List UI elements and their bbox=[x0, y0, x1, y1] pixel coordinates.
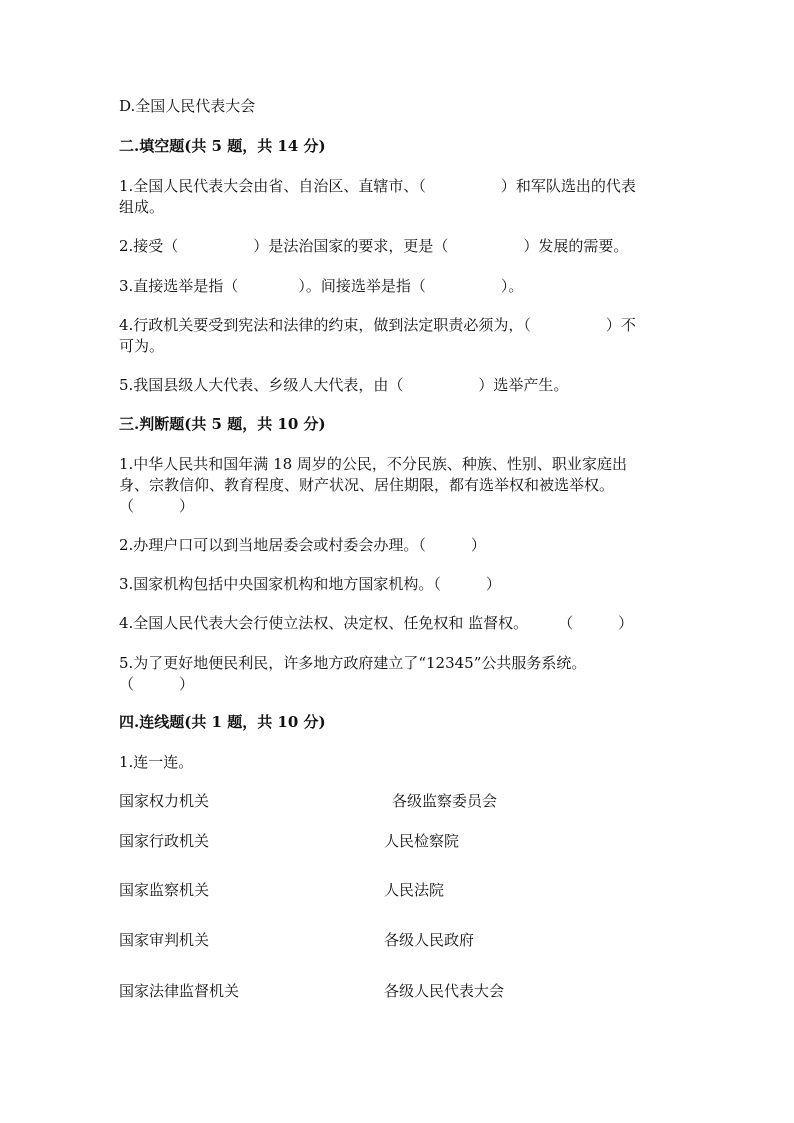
question-1-line-3: （ ） bbox=[119, 497, 195, 515]
question-4: 4.全国人民代表大会行使立法权、决定权、任免权和 监督权。 （ ） bbox=[119, 614, 634, 632]
left-item: 国家监察机关 bbox=[119, 881, 210, 899]
left-item: 国家权力机关 bbox=[119, 792, 210, 810]
right-item: 人民检察院 bbox=[384, 832, 460, 850]
question-1-line-2: 身、宗教信仰、教育程度、财产状况、居住期限，都有选举权和被选举权。 bbox=[119, 476, 615, 494]
question-1: 1.连一连。 bbox=[119, 753, 194, 771]
question-1-line-2: 组成。 bbox=[119, 198, 165, 216]
question-4-line-2: 可为。 bbox=[119, 337, 165, 355]
question-5-line-2: （ ） bbox=[119, 675, 195, 693]
question-3: 3.直接选举是指（ ）。间接选举是指（ ）。 bbox=[119, 277, 524, 295]
question-3: 3.国家机构包括中央国家机构和地方国家机构。（ ） bbox=[119, 575, 501, 593]
previous-question-option: D.全国人民代表大会 bbox=[119, 97, 256, 115]
section-title: 三.判断题(共 5 题，共 10 分) bbox=[119, 415, 326, 433]
section-title: 四.连线题(共 1 题，共 10 分) bbox=[119, 713, 326, 731]
right-item: 各级人民代表大会 bbox=[384, 982, 505, 1000]
right-item: 各级监察委员会 bbox=[392, 792, 498, 810]
question-1-line-1: 1.全国人民代表大会由省、自治区、直辖市、（ ）和军队选出的代表 bbox=[119, 177, 636, 195]
question-4-line-1: 4.行政机关要受到宪法和法律的约束，做到法定职责必须为，（ ）不 bbox=[119, 316, 636, 334]
left-item: 国家法律监督机关 bbox=[119, 982, 240, 1000]
question-5: 5.我国县级人大代表、乡级人大代表，由（ ）选举产生。 bbox=[119, 376, 569, 394]
left-item: 国家行政机关 bbox=[119, 832, 210, 850]
question-5-line-1: 5.为了更好地便民利民，许多地方政府建立了“12345”公共服务系统。 bbox=[119, 654, 587, 672]
right-item: 各级人民政府 bbox=[384, 931, 475, 949]
section-title: 二.填空题(共 5 题，共 14 分) bbox=[119, 137, 326, 155]
question-1-line-1: 1.中华人民共和国年满 18 周岁的公民，不分民族、种族、性别、职业家庭出 bbox=[119, 455, 627, 473]
question-2: 2.办理户口可以到当地居委会或村委会办理。（ ） bbox=[119, 536, 486, 554]
right-item: 人民法院 bbox=[384, 881, 445, 899]
question-2: 2.接受（ ）是法治国家的要求，更是（ ）发展的需要。 bbox=[119, 237, 629, 255]
left-item: 国家审判机关 bbox=[119, 931, 210, 949]
